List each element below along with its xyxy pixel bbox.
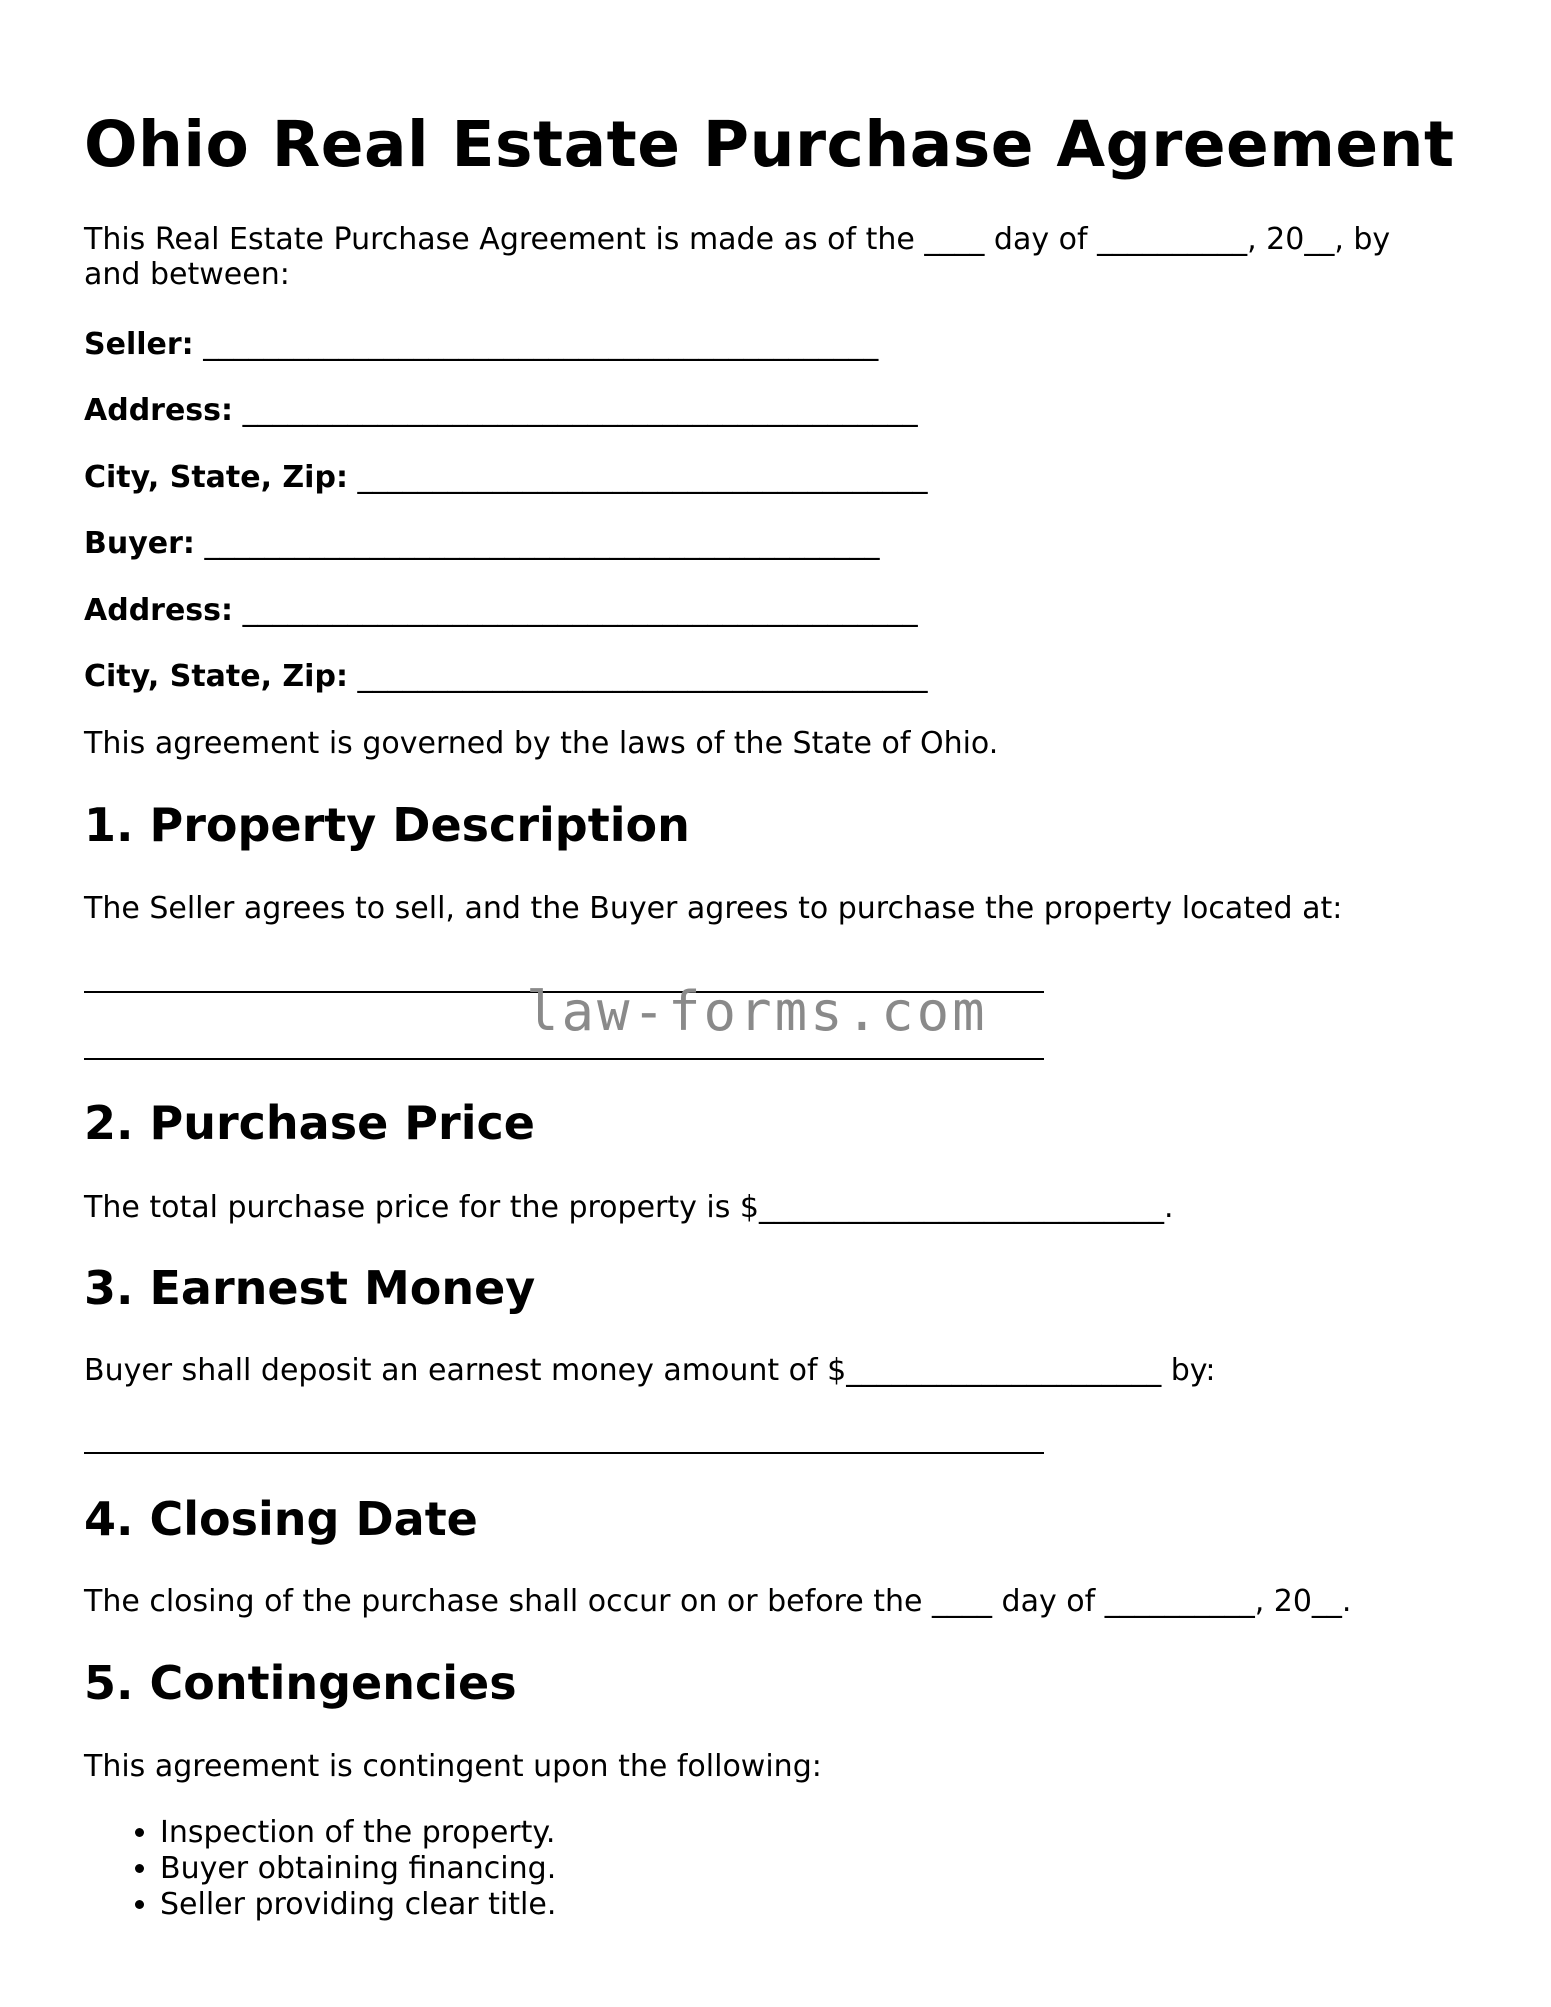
earnest-money-text: Buyer shall deposit an earnest money amount of $_____________________ by:: [84, 1353, 1216, 1388]
document-title: Ohio Real Estate Purchase Agreement: [84, 108, 1455, 181]
property-text: The Seller agrees to sell, and the Buyer agrees to purchase the property located at:: [84, 891, 1343, 926]
closing-date-text: The closing of the purchase shall occur on or before the ____ day of __________, 20__.: [84, 1584, 1352, 1619]
buyer-label: Buyer:: [84, 526, 195, 561]
seller-address-field: [84, 393, 918, 428]
seller-city-label: City, State, Zip:: [84, 460, 348, 495]
section-heading-price: 2. Purchase Price: [84, 1096, 535, 1150]
buyer-blank[interactable]: _____________________________________________: [204, 526, 880, 561]
property-address-line-2[interactable]: [84, 1058, 1044, 1060]
seller-field: [84, 327, 878, 362]
seller-city-field: [84, 460, 927, 495]
section-heading-closing: 4. Closing Date: [84, 1492, 478, 1546]
buyer-address-label: Address:: [84, 593, 234, 628]
buyer-city-blank[interactable]: ______________________________________: [357, 659, 928, 694]
intro-paragraph: This Real Estate Purchase Agreement is made as of the ____ day of __________, 20__, by and between:: [84, 222, 1391, 292]
list-item: • Seller providing clear title.: [160, 1887, 556, 1923]
watermark: law-forms.com: [526, 980, 988, 1043]
buyer-address-field: [84, 593, 918, 628]
contingencies-list: [84, 1815, 556, 1923]
section-heading-property: 1. Property Description: [84, 798, 690, 852]
purchase-price-text: The total purchase price for the property is $___________________________.: [84, 1190, 1174, 1225]
buyer-city-field: [84, 659, 927, 694]
list-item: • Inspection of the property.: [160, 1815, 556, 1851]
seller-blank[interactable]: _____________________________________________: [203, 327, 879, 362]
governing-law-text: This agreement is governed by the laws of the State of Ohio.: [84, 726, 999, 761]
buyer-address-blank[interactable]: _____________________________________________: [242, 593, 918, 628]
contingencies-text: This agreement is contingent upon the following:: [84, 1749, 822, 1784]
section-heading-earnest: 3. Earnest Money: [84, 1261, 536, 1315]
buyer-field: [84, 526, 879, 561]
section-heading-contingencies: 5. Contingencies: [84, 1656, 517, 1710]
buyer-city-label: City, State, Zip:: [84, 659, 348, 694]
list-item: • Buyer obtaining financing.: [160, 1851, 556, 1887]
seller-address-label: Address:: [84, 393, 234, 428]
earnest-date-line[interactable]: [84, 1452, 1044, 1454]
seller-label: Seller:: [84, 327, 194, 362]
seller-address-blank[interactable]: _____________________________________________: [242, 393, 918, 428]
seller-city-blank[interactable]: ______________________________________: [357, 460, 928, 495]
